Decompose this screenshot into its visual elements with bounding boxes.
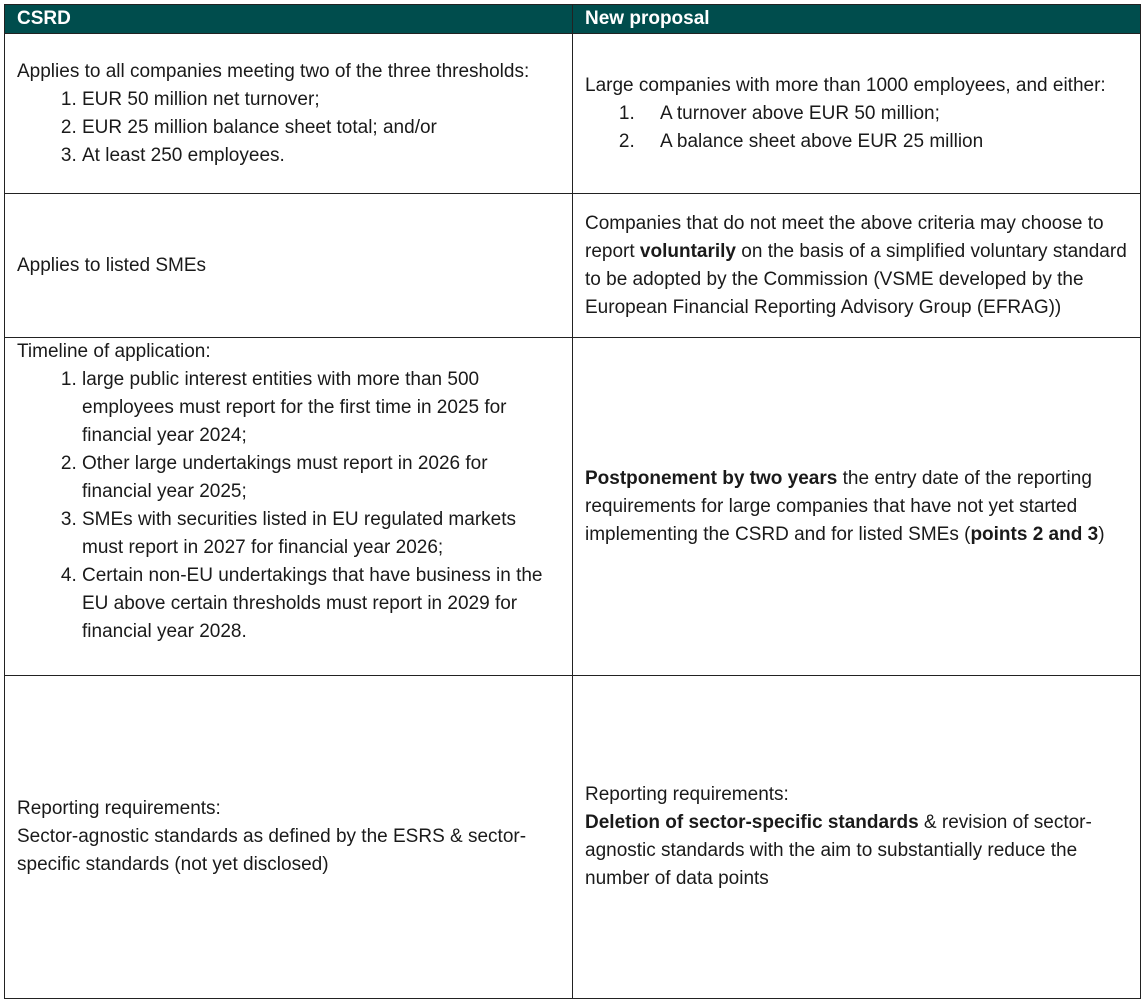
header-row [5,5,1141,34]
bold-text: points 2 and 3 [970,523,1099,545]
table-row [5,338,1141,676]
list-item: 3. SMEs with securities listed in EU regulated markets must report in 2027 for financial year 2026; [82,506,560,562]
cell-text: ) [1098,523,1105,545]
cell-text: Reporting requirements: [585,784,789,805]
cell-proposal-scope [573,34,1141,194]
list-item: 3. At least 250 employees. [82,142,560,170]
cell-text: & revision of sector-agnostic standards with the aim to substantially reduce the number of data points [585,812,1092,889]
cell-text: the entry date of the reporting requirements for large companies that have not yet started implementing the CSRD and for listed SMEs ( [585,467,1092,545]
list-item: 1. large public interest entities with more than 500 employees must report for the first time in 2025 for financial year 2024; [82,366,560,450]
bold-text: Postponement by two years [585,467,838,489]
threshold-list [17,86,560,170]
cell-text: Large companies with more than 1000 employees, and either: [585,74,1106,96]
list-item: 4. Certain non-EU undertakings that have business in the EU above certain thresholds must report in 2029 for financial year 2028. [82,562,560,646]
cell-proposal-reporting [573,676,1141,999]
bold-text: voluntarily [639,240,736,262]
cell-proposal-smes [573,194,1141,338]
table-row [5,194,1141,338]
list-item: 1. A turnover above EUR 50 million; [640,100,1128,128]
cell-csrd-timeline [5,338,573,676]
cell-text [585,809,1128,893]
timeline-list [17,366,560,646]
list-item: 1. EUR 50 million net turnover; [82,86,560,114]
cell-text: Companies that do not meet the above criteria may choose to report [585,212,1104,262]
comparison-table [4,4,1141,999]
criteria-list [585,100,1128,156]
cell-proposal-timeline [573,338,1141,676]
header-csrd: CSRD [5,5,573,34]
cell-csrd-scope [5,34,573,194]
list-item: 2. A balance sheet above EUR 25 million [640,128,1128,156]
table-row [5,676,1141,999]
table-row [5,34,1141,194]
bold-text: Deletion of sector-specific standards [585,812,919,833]
cell-text: on the basis of a simplified voluntary standard to be adopted by the Commission (VSME developed by the European Financial Reporting Advisory Group (EFRAG)) [585,240,1127,318]
cell-csrd-smes: Applies to listed SMEs [5,194,573,338]
cell-csrd-reporting [5,676,573,999]
list-item: 2. EUR 25 million balance sheet total; and/or [82,114,560,142]
list-item: 2. Other large undertakings must report in 2026 for financial year 2025; [82,450,560,506]
cell-text: Sector-agnostic standards as defined by the ESRS & sector-specific standards (not yet disclosed) [17,826,527,875]
cell-text: Reporting requirements: [17,798,221,819]
cell-text: Applies to all companies meeting two of the three thresholds: [17,60,530,82]
cell-text: Timeline of application: [17,341,211,362]
header-new-proposal: New proposal [573,5,1141,34]
